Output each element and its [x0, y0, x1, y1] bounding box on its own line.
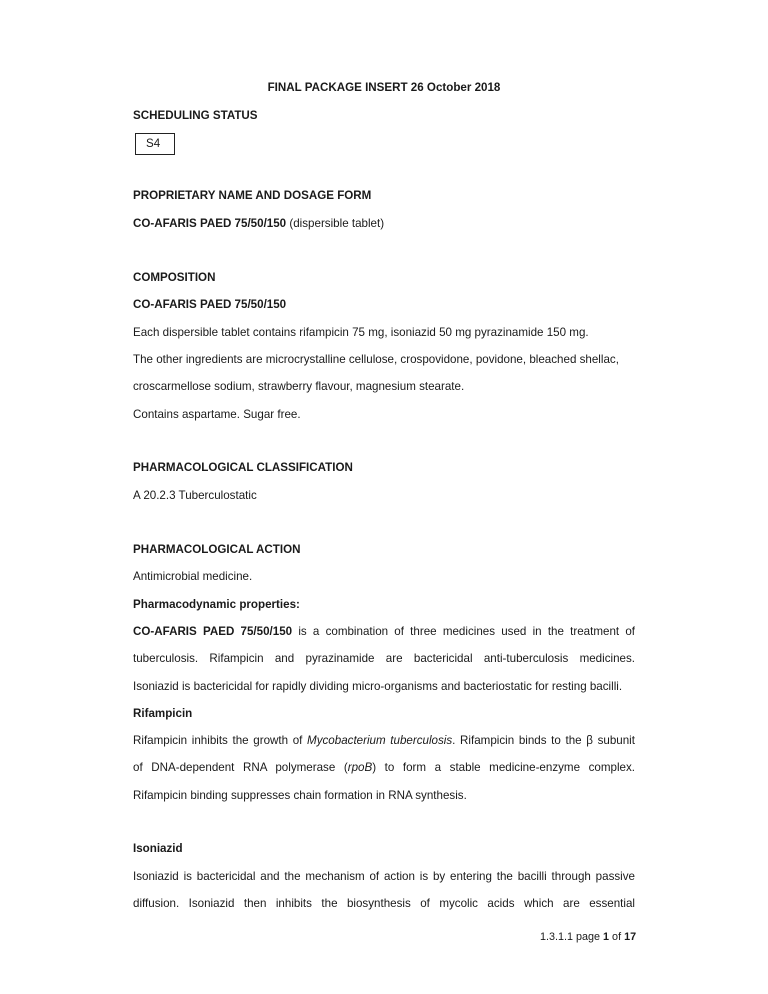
composition-line-2: The other ingredients are microcrystalline cellulose, crospovidone, povidone, bleached shellac,: [133, 353, 619, 366]
pharmacodynamic-line-1: [133, 625, 635, 639]
classification-heading: PHARMACOLOGICAL CLASSIFICATION: [133, 461, 353, 474]
proprietary-line: [133, 217, 384, 231]
page-footer: [540, 930, 636, 944]
composition-subheading: CO-AFARIS PAED 75/50/150: [133, 298, 287, 311]
rifampicin-heading: Rifampicin: [133, 707, 193, 720]
isoniazid-heading: Isoniazid: [133, 842, 183, 855]
rifampicin-line-1-a: Rifampicin inhibits the growth of: [133, 734, 308, 747]
rifampicin-line-2-a: of DNA-dependent RNA polymerase (: [133, 761, 348, 774]
proprietary-name: CO-AFARIS PAED 75/50/150: [133, 217, 287, 230]
rifampicin-line-1: [133, 734, 635, 748]
pharmacodynamic-line-3: Isoniazid is bactericidal for rapidly dividing micro-organisms and bacteriostatic for resting bacilli.: [133, 680, 623, 693]
dosage-form: (dispersible tablet): [286, 217, 385, 230]
rifampicin-gene: rpoB: [347, 761, 373, 774]
action-heading: PHARMACOLOGICAL ACTION: [133, 543, 301, 556]
footer-page-number: 1: [603, 931, 610, 943]
footer-prefix: 1.3.1.1 page: [540, 931, 604, 943]
footer-page-total: 17: [624, 931, 637, 943]
rifampicin-line-3: Rifampicin binding suppresses chain formation in RNA synthesis.: [133, 789, 467, 802]
composition-line-1: Each dispersible tablet contains rifampicin 75 mg, isoniazid 50 mg pyrazinamide 150 mg.: [133, 326, 589, 339]
isoniazid-line-2: diffusion. Isoniazid then inhibits the biosynthesis of mycolic acids which are essential: [133, 897, 635, 910]
composition-heading: COMPOSITION: [133, 271, 216, 284]
document-title: FINAL PACKAGE INSERT 26 October 2018: [267, 81, 501, 94]
rifampicin-line-1-b: . Rifampicin binds to the β subunit: [452, 734, 635, 747]
action-line-1: Antimicrobial medicine.: [133, 570, 253, 583]
pharmacodynamic-heading: Pharmacodynamic properties:: [133, 598, 300, 611]
pharmacodynamic-product-name: CO-AFARIS PAED 75/50/150: [133, 625, 293, 638]
scheduling-status-box: [135, 133, 175, 155]
rifampicin-line-2-b: ) to form a stable medicine-enzyme complex.: [372, 761, 635, 774]
proprietary-heading: PROPRIETARY NAME AND DOSAGE FORM: [133, 189, 372, 202]
scheduling-status-value: S4: [146, 137, 161, 150]
rifampicin-organism: Mycobacterium tuberculosis: [307, 734, 453, 747]
footer-of: of: [609, 931, 625, 943]
composition-line-4: Contains aspartame. Sugar free.: [133, 408, 301, 421]
scheduling-status-heading: SCHEDULING STATUS: [133, 109, 258, 122]
composition-line-3: croscarmellose sodium, strawberry flavour, magnesium stearate.: [133, 380, 465, 393]
classification-value: A 20.2.3 Tuberculostatic: [133, 489, 257, 502]
isoniazid-line-1: Isoniazid is bactericidal and the mechanism of action is by entering the bacilli through passive: [133, 870, 635, 883]
pharmacodynamic-line-1-text: is a combination of three medicines used in the treatment of: [292, 625, 635, 638]
pharmacodynamic-line-2: tuberculosis. Rifampicin and pyrazinamide are bactericidal anti-tuberculosis medicines.: [133, 652, 635, 665]
rifampicin-line-2: [133, 761, 635, 775]
